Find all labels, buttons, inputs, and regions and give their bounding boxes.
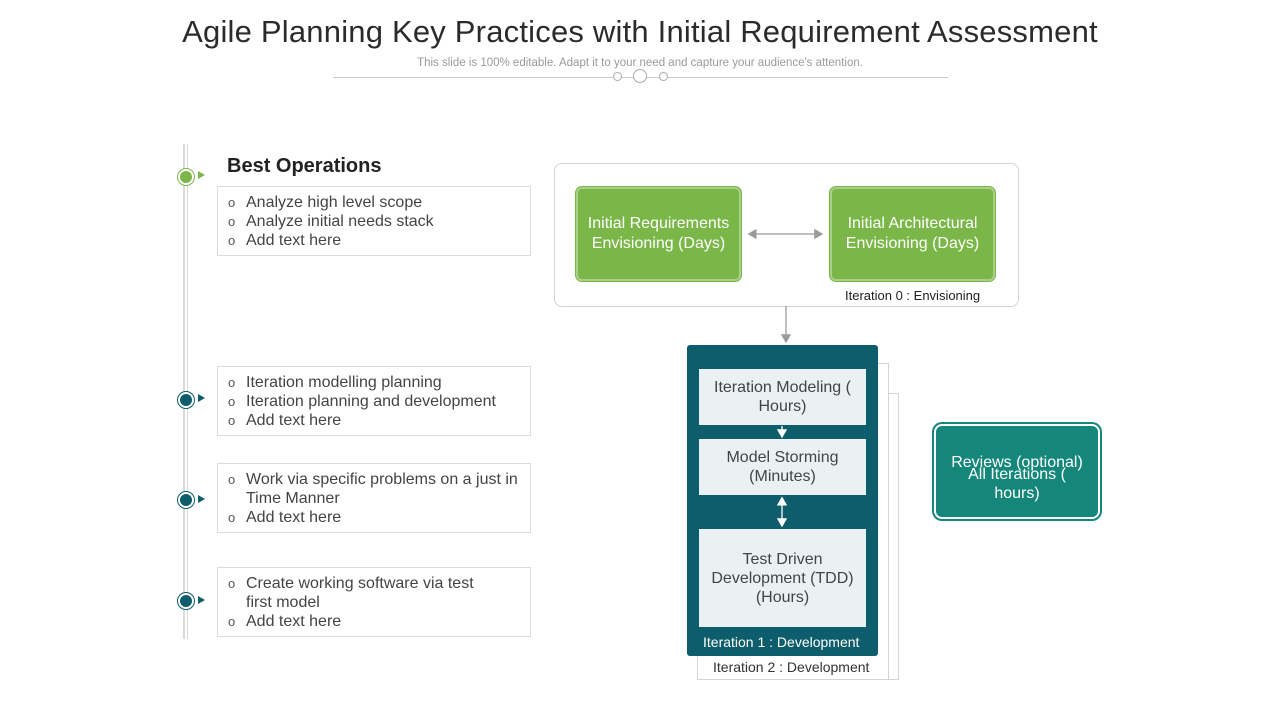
bullet-line: o Add text here <box>228 613 342 630</box>
bullet-line: o Work via specific problems on a just in <box>228 471 518 488</box>
bullet-marker: o <box>228 413 236 428</box>
section-heading: Best Operations <box>227 155 382 177</box>
iteration-modeling-box: Iteration Modeling ( Hours) <box>699 369 866 425</box>
bullet-marker: o <box>228 214 236 229</box>
bullet-line: o Create working software via test <box>228 575 474 592</box>
bullet-marker: o <box>228 394 236 409</box>
envisioning-caption: Iteration 0 : Envisioning <box>845 288 981 303</box>
bullet-marker: o <box>228 195 236 210</box>
bullet-line: o Analyze high level scope <box>228 194 423 211</box>
page-subtitle: This slide is 100% editable. Adapt it to your need and capture your audience's attention. <box>417 57 863 69</box>
bullet-marker: o <box>228 472 236 487</box>
bullet-line: o Iteration planning and development <box>228 393 496 410</box>
reviews-box <box>934 424 1100 519</box>
bullet-marker: o <box>228 375 236 390</box>
bullet-line: o Add text here <box>228 232 342 249</box>
bullet-line-continuation: Time Manner <box>246 490 340 507</box>
bullet-line: o Add text here <box>228 509 342 526</box>
bullet-line: o Add text here <box>228 412 342 429</box>
reviews-label: Reviews (optional) <box>951 454 1083 471</box>
tdd-box: Test Driven Development (TDD) (Hours) <box>699 529 866 627</box>
bullet-marker: o <box>228 576 236 591</box>
architectural-envisioning-box: Initial Architectural Envisioning (Days) <box>830 187 995 281</box>
bullet-line: o Analyze initial needs stack <box>228 213 434 230</box>
bullet-marker: o <box>228 510 236 525</box>
all-iterations-label: All Iterations ( <box>968 466 1066 483</box>
page-title: Agile Planning Key Practices with Initial Requirement Assessment <box>182 14 1098 49</box>
hours-label: hours) <box>994 485 1040 502</box>
bullet-line-continuation: first model <box>246 594 320 611</box>
bullet-marker: o <box>228 614 236 629</box>
iteration-1-caption: Iteration 1 : Development <box>703 634 860 650</box>
iteration-2-caption: Iteration 2 : Development <box>713 659 870 675</box>
bullet-marker: o <box>228 233 236 248</box>
bullet-line: o Iteration modelling planning <box>228 374 442 391</box>
requirements-envisioning-box: Initial Requirements Envisioning (Days) <box>576 187 741 281</box>
model-storming-box: Model Storming (Minutes) <box>699 439 866 495</box>
